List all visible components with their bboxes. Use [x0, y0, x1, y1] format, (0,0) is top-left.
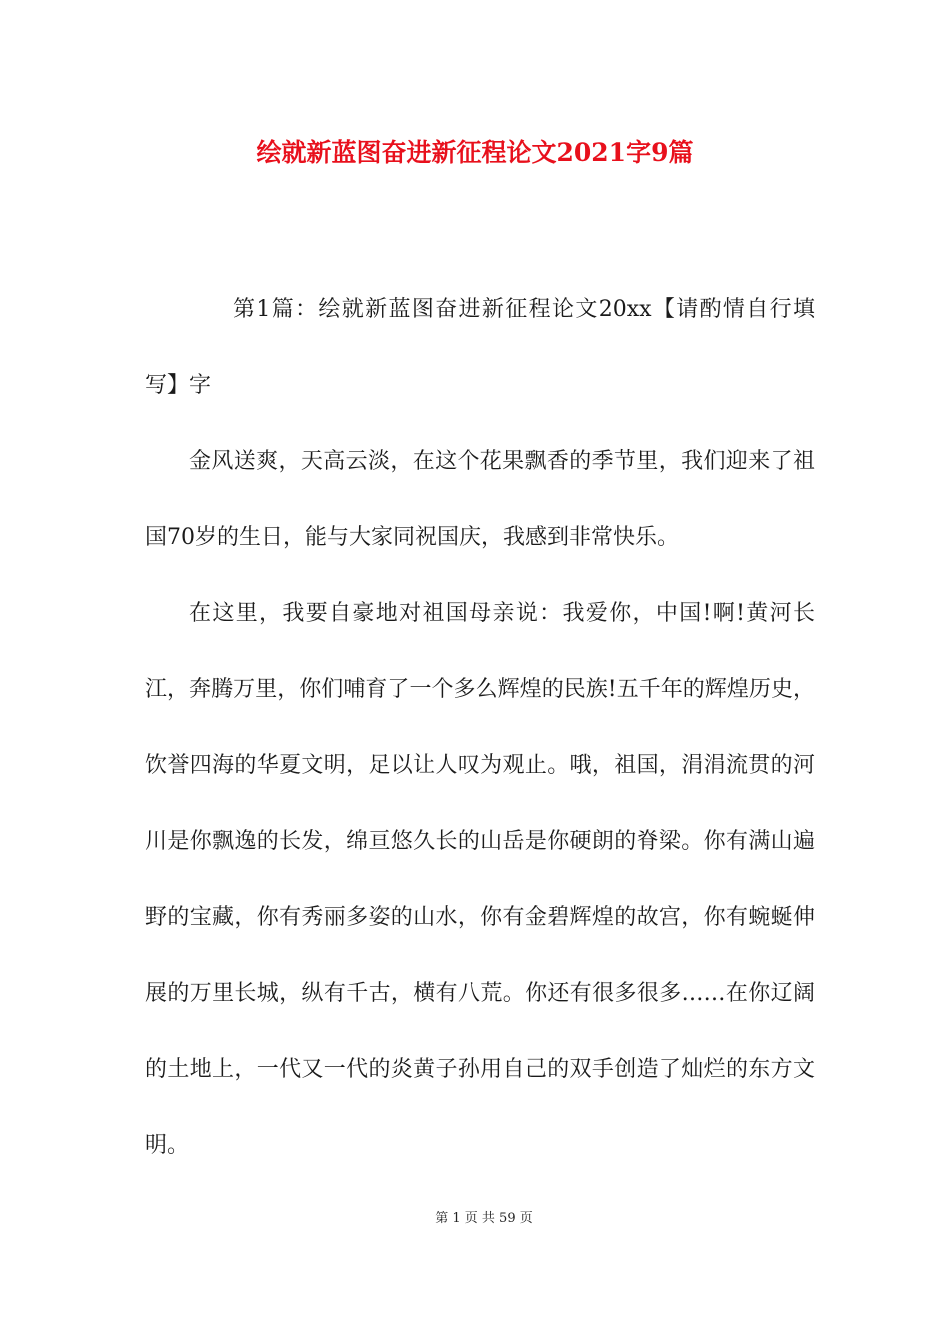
- body-paragraph: 在这里，我要自豪地对祖国母亲说：我爱你，中国!啊!黄河长江，奔腾万里，你们哺育了一个多么辉煌的民族!五千年的辉煌历史，饮誉四海的华夏文明，足以让人叹为观止。哦，祖国，涓涓流贯的河川是你飘逸的长发，绵亘悠久长的山岳是你硬朗的脊梁。你有满山遍野的宝藏，你有秀丽多姿的山水，你有金碧辉煌的故宫，你有蜿蜒伸展的万里长城，纵有千古，横有八荒。你还有很多很多……在你辽阔的土地上，一代又一代的炎黄子孙用自己的双手创造了灿烂的东方文明。: [145, 601, 815, 1158]
- section-heading-paragraph: 第1篇：绘就新蓝图奋进新征程论文20xx【请酌情自行填写】字: [145, 297, 815, 398]
- page-footer: [0, 1209, 950, 1229]
- document-body: [145, 272, 815, 1184]
- page-number-text: 第 1 页 共 59 页: [435, 1211, 533, 1226]
- document-title: 绘就新蓝图奋进新征程论文2021字9篇: [256, 138, 694, 167]
- body-paragraph: 金风送爽，天高云淡，在这个花果飘香的季节里，我们迎来了祖国70岁的生日，能与大家同祝国庆，我感到非常快乐。: [145, 449, 815, 550]
